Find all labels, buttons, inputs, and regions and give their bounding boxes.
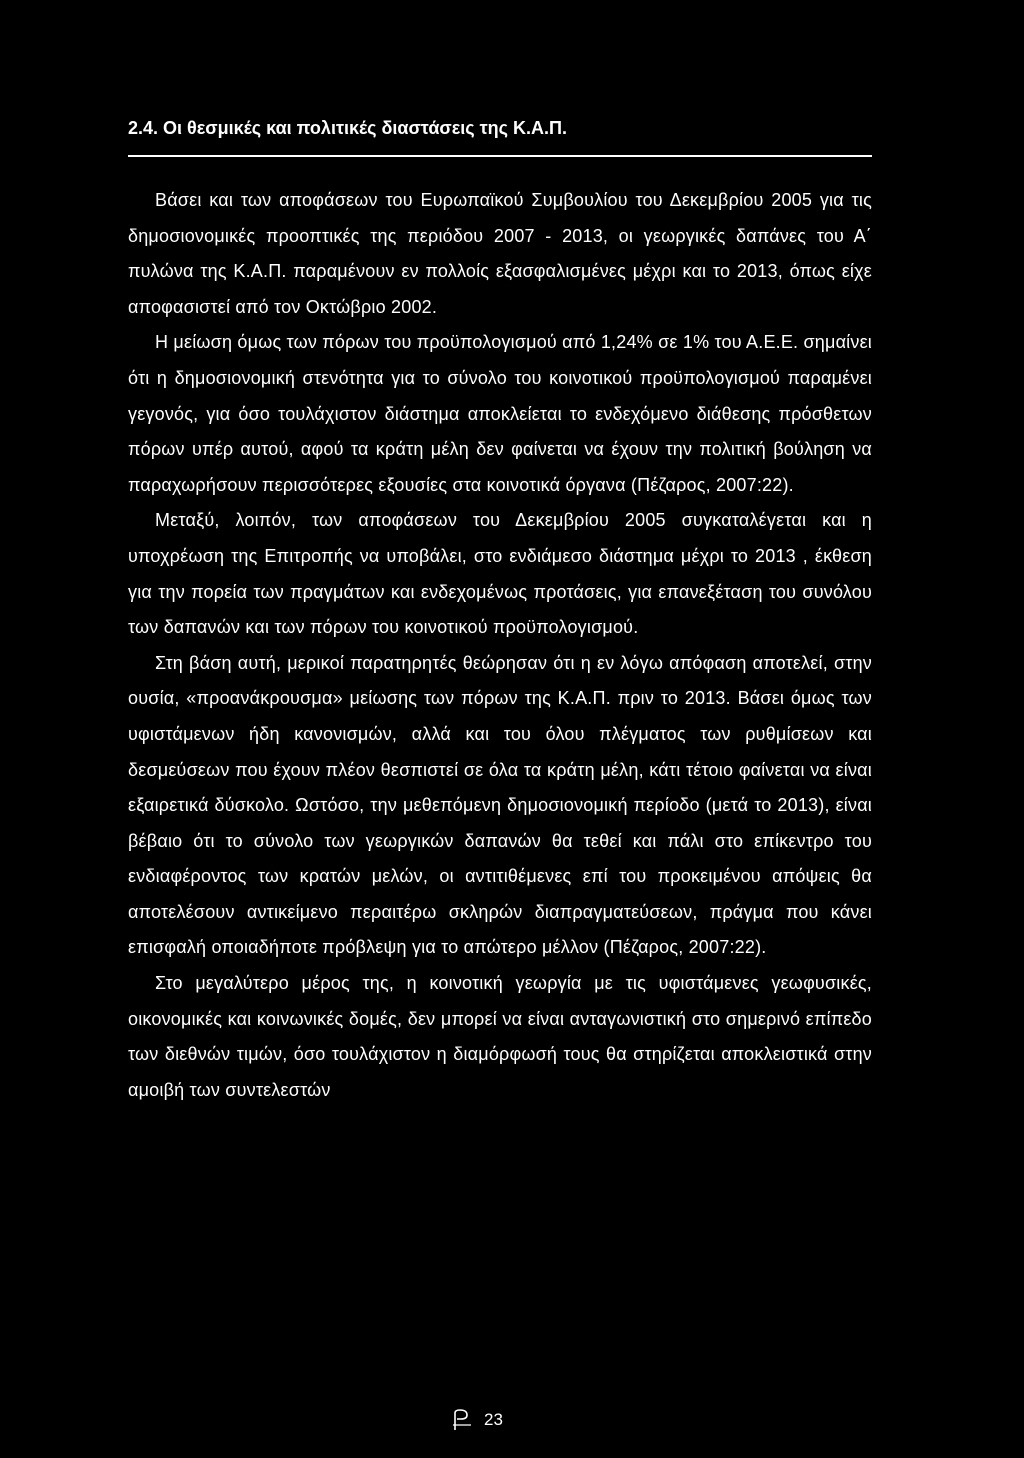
paragraph: Η μείωση όμως των πόρων του προϋπολογισμού από 1,24% σε 1% του Α.Ε.Ε. σημαίνει ότι η δημοσιονομική στενότητα για το σύνολο του κοινοτικού προϋπολογισμού παραμένει γεγονός, για όσο τουλάχιστον διάστημα αποκλείεται το ενδεχόμενο διάθεσης πρόσθετων πόρων υπέρ αυτού, αφού τα κράτη μέλη δεν φαίνεται να έχουν την πολιτική βούληση να παραχωρήσουν περισσότερες εξουσίες στα κοινοτικά όργανα (Πέζαρος, 2007:22). — [128, 332, 872, 495]
section-heading: 2.4. Οι θεσμικές και πολιτικές διαστάσεις της Κ.Α.Π. — [128, 118, 567, 138]
body-text — [128, 183, 872, 1108]
paragraph: Στη βάση αυτή, μερικοί παρατηρητές θεώρησαν ότι η εν λόγω απόφαση αποτελεί, στην ουσία, «προανάκρουσμα» μείωσης των πόρων της Κ.Α.Π. πριν το 2013. Βάσει όμως των υφιστάμενων ήδη κανονισμών, αλλά και του όλου πλέγματος των ρυθμίσεων και δεσμεύσεων που έχουν πλέον θεσπιστεί σε όλα τα κράτη μέλη, κάτι τέτοιο φαίνεται να είναι εξαιρετικά δύσκολο. Ωστόσο, την μεθεπόμενη δημοσιονομική περίοδο (μετά το 2013), είναι βέβαιο ότι το σύνολο των γεωργικών δαπανών θα τεθεί και πάλι στο επίκεντρο του ενδιαφέροντος των κρατών μελών, οι αντιτιθέμενες επί του προκειμένου απόψεις θα αποτελέσουν αντικείμενο περαιτέρω σκληρών διαπραγματεύσεων, πράγμα που κάνει επισφαλή οποιαδήποτε πρόβλεψη για το απώτερο μέλλον (Πέζαρος, 2007:22). — [128, 652, 872, 958]
paragraph: Βάσει και των αποφάσεων του Ευρωπαϊκού Συμβουλίου του Δεκεμβρίου 2005 για τις δημοσιονομικές προοπτικές της περιόδου 2007 - 2013, οι γεωργικές δαπάνες του Α΄ πυλώνα της Κ.Α.Π. παραμένουν εν πολλοίς εξασφαλισμένες μέχρι και το 2013, όπως είχε αποφασιστεί από τον Οκτώβριο 2002. — [128, 190, 872, 317]
paragraph: Στο μεγαλύτερο μέρος της, η κοινοτική γεωργία με τις υφιστάμενες γεωφυσικές, οικονομικές και κοινωνικές δομές, δεν μπορεί να είναι ανταγωνιστική στο σημερινό επίπεδο των διεθνών τιμών, όσο τουλάχιστον η διαμόρφωσή τους θα στηρίζεται αποκλειστικά στην αμοιβή των συντελεστών — [128, 973, 872, 1100]
page-mark-icon — [452, 1408, 472, 1432]
paragraph: Μεταξύ, λοιπόν, των αποφάσεων του Δεκεμβρίου 2005 συγκαταλέγεται και η υποχρέωση της Επιτροπής να υποβάλει, στο ενδιάμεσο διάστημα μέχρι το 2013 , έκθεση για την πορεία των πραγμάτων και ενδεχομένως προτάσεις, για επανεξέταση του συνόλου των δαπανών και των πόρων του κοινοτικού προϋπολογισμού. — [128, 510, 872, 638]
heading-underline — [128, 155, 872, 157]
page-footer — [452, 1408, 503, 1432]
page-number: 23 — [484, 1410, 503, 1429]
